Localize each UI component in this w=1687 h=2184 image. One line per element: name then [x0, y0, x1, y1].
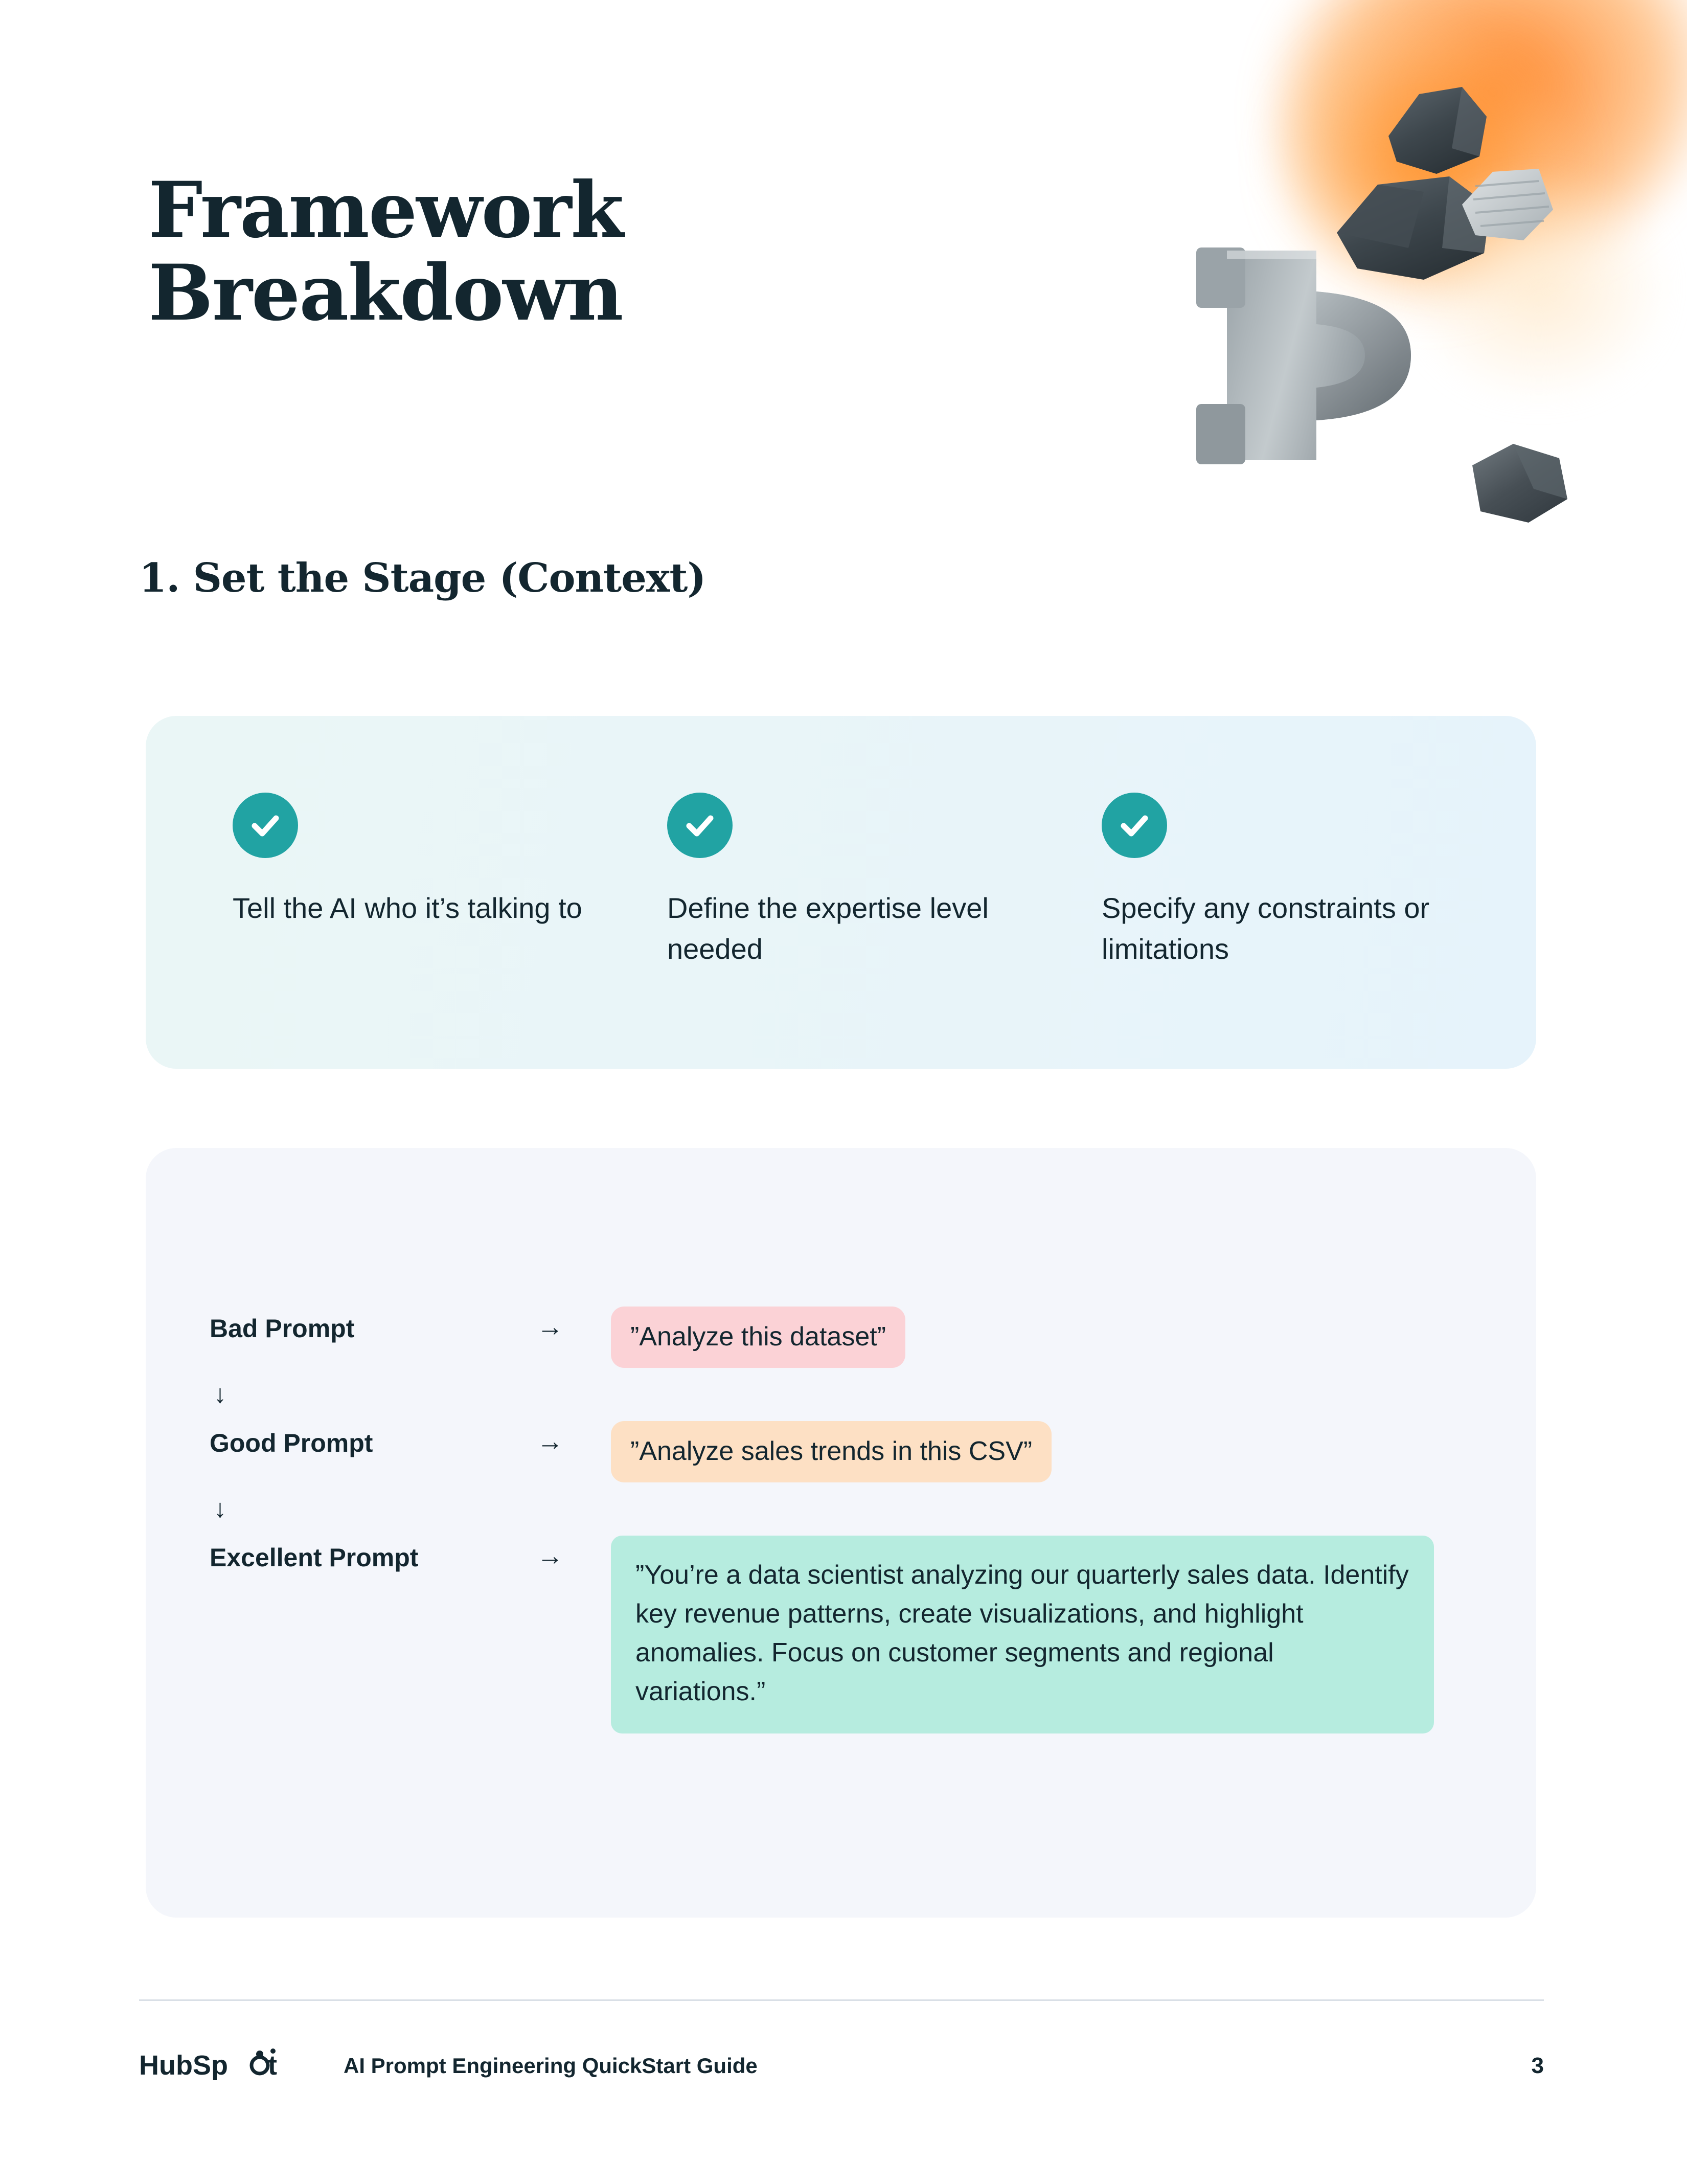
- prompt-row-label: Good Prompt: [210, 1428, 373, 1457]
- prompt-row-label: Excellent Prompt: [210, 1543, 419, 1572]
- prompt-row-bad: [210, 1307, 1475, 1368]
- hubspot-logo: [139, 2048, 313, 2084]
- checklist-item-1: [233, 793, 667, 1069]
- prompt-examples-card: [146, 1148, 1536, 1918]
- right-arrow-icon: →: [537, 1541, 563, 1571]
- footer: [139, 2038, 1544, 2094]
- prompt-row-excellent: [210, 1536, 1475, 1734]
- check-icon: [1102, 793, 1167, 858]
- down-arrow-icon: ↓: [214, 1379, 226, 1408]
- svg-text:t: t: [268, 2050, 277, 2081]
- checklist-item-label: Specify any constraints or limitations: [1102, 892, 1430, 965]
- down-arrow-icon: ↓: [214, 1494, 226, 1523]
- page-number: 3: [1531, 2053, 1544, 2078]
- prompt-good-chip: ”Analyze sales trends in this CSV”: [611, 1421, 1052, 1482]
- footer-divider: [139, 1999, 1544, 2001]
- prompt-ladder: [210, 1307, 1475, 1733]
- page-title: [148, 165, 864, 338]
- page-title-line2: Breakdown: [148, 248, 623, 338]
- right-arrow-icon: →: [537, 1426, 563, 1456]
- footer-document-title: AI Prompt Engineering QuickStart Guide: [344, 2054, 758, 2078]
- checklist-card: [146, 716, 1536, 1069]
- checklist-item-2: [667, 793, 1102, 1069]
- check-icon: [233, 793, 298, 858]
- prompt-row-label: Bad Prompt: [210, 1314, 355, 1343]
- svg-text:HubSp: HubSp: [139, 2050, 228, 2081]
- checklist-item-label: Define the expertise level needed: [667, 892, 989, 965]
- prompt-excellent-chip: ”You’re a data scientist analyzing our quarterly sales data. Identify key revenue patterns, create visualizations, and highlight anomalies. Focus on customer segments and regional variations.”: [611, 1536, 1434, 1734]
- check-icon: [667, 793, 733, 858]
- page-title-line1: Framework: [148, 165, 623, 255]
- right-arrow-icon: →: [537, 1312, 563, 1342]
- checklist-item-label: Tell the AI who it’s talking to: [233, 892, 582, 924]
- checklist-item-3: [1102, 793, 1536, 1069]
- prompt-row-good: [210, 1421, 1475, 1482]
- prompt-bad-chip: ”Analyze this dataset”: [611, 1307, 905, 1368]
- section-heading: 1. Set the Stage (Context): [139, 555, 706, 601]
